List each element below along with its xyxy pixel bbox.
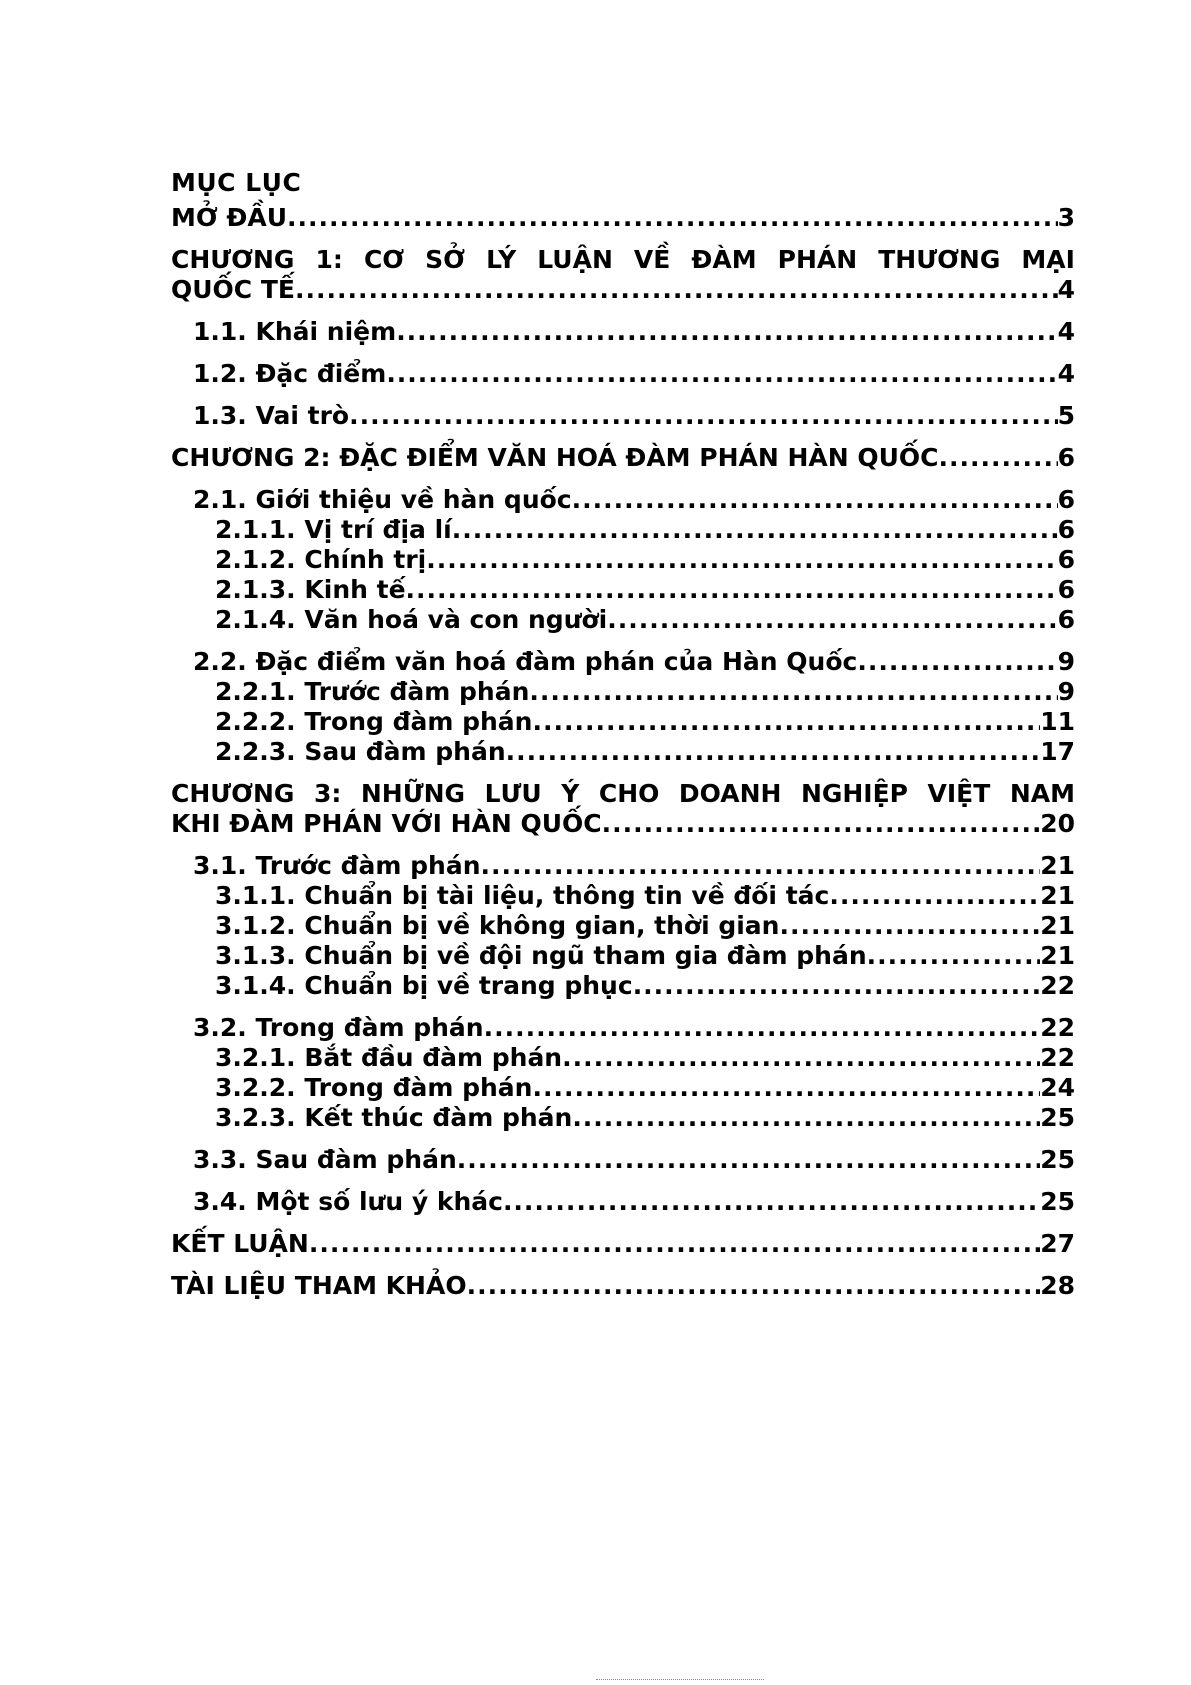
toc-entry-label: 2.2.1. Trước đàm phán: [215, 677, 530, 706]
toc-entry-label: CHƯƠNG 2: ĐẶC ĐIỂM VĂN HOÁ ĐÀM PHÁN HÀN QUỐC: [171, 443, 939, 472]
toc-leader-dots: [309, 1229, 1040, 1259]
toc-entry[interactable]: [171, 1043, 1075, 1073]
toc-entry[interactable]: [171, 545, 1075, 575]
toc-entry[interactable]: [171, 677, 1075, 707]
toc-word: NGHIỆP: [800, 779, 909, 808]
toc-entry[interactable]: [171, 1013, 1075, 1043]
toc-page-number: 11: [1040, 707, 1075, 736]
toc-page-number: 4: [1057, 317, 1075, 346]
toc-leader-dots: [484, 1013, 1041, 1043]
toc-leader-dots: [467, 1271, 1041, 1301]
toc-page-number: 6: [1057, 443, 1075, 472]
toc-entry-label: 3.1. Trước đàm phán: [193, 851, 481, 880]
toc-page-number: 24: [1040, 1073, 1075, 1102]
toc-entry[interactable]: [171, 851, 1075, 881]
toc-word: CHO: [598, 779, 660, 808]
toc-leader-dots: [939, 443, 1058, 473]
toc-word: LUẬN: [537, 245, 613, 274]
toc-page-number: 25: [1040, 1103, 1075, 1132]
toc-leader-dots: [829, 881, 1040, 911]
toc-entry-wrapped-line: [171, 779, 1075, 809]
toc-leader-dots: [406, 575, 1058, 605]
toc-page-number: 27: [1040, 1229, 1075, 1258]
toc-leader-dots: [503, 1187, 1040, 1217]
toc-word: DOANH: [678, 779, 782, 808]
toc-leader-dots: [295, 275, 1058, 305]
toc-entry-label: KẾT LUẬN: [171, 1229, 309, 1258]
toc-word: LÝ: [486, 245, 517, 274]
toc-word: SỞ: [425, 245, 466, 274]
toc-leader-dots: [532, 707, 1040, 737]
toc-entry-label: 2.2.2. Trong đàm phán: [215, 707, 533, 736]
toc-entry-label: 3.2.3. Kết thúc đàm phán: [215, 1103, 573, 1132]
toc-word: NAM: [1009, 779, 1075, 808]
toc-page-number: 6: [1057, 605, 1075, 634]
toc-entry-label: KHI ĐÀM PHÁN VỚI HÀN QUỐC: [171, 809, 602, 838]
toc-leader-dots: [452, 515, 1058, 545]
toc-page-number: 25: [1040, 1187, 1075, 1216]
toc-page-number: 9: [1057, 647, 1075, 676]
toc-word: CHƯƠNG: [171, 779, 295, 808]
toc-word: ĐÀM: [691, 245, 757, 274]
toc-entry[interactable]: [171, 1145, 1075, 1175]
toc-entry-label: 2.1. Giới thiệu về hàn quốc: [193, 485, 572, 514]
toc-leader-dots: [349, 401, 1058, 431]
toc-page-number: 4: [1057, 275, 1075, 304]
toc-entry-label: 2.1.4. Văn hoá và con người: [215, 605, 608, 634]
toc-word: VIỆT: [927, 779, 991, 808]
toc-entry[interactable]: [171, 1073, 1075, 1103]
toc-page-number: 21: [1040, 941, 1075, 970]
toc-entry[interactable]: [171, 401, 1075, 431]
toc-word: PHÁN: [777, 245, 858, 274]
toc-leader-dots: [602, 809, 1041, 839]
toc-leader-dots: [572, 1103, 1040, 1133]
toc-page-number: 22: [1040, 1013, 1075, 1042]
toc-leader-dots: [481, 851, 1041, 881]
toc-entry-label: 3.3. Sau đàm phán: [193, 1145, 457, 1174]
toc-page-number: 25: [1040, 1145, 1075, 1174]
toc-page-number: 21: [1040, 881, 1075, 910]
toc-entry[interactable]: [171, 911, 1075, 941]
toc-word: VỀ: [633, 245, 671, 274]
toc-entry[interactable]: [171, 485, 1075, 515]
toc-entry-label: 3.1.4. Chuẩn bị về trang phục: [215, 971, 633, 1000]
toc-leader-dots: [857, 647, 1057, 677]
toc-leader-dots: [396, 317, 1057, 347]
toc-entry[interactable]: [171, 737, 1075, 767]
toc-entry-wrapped-line: [171, 245, 1075, 275]
toc-entry[interactable]: [171, 941, 1075, 971]
toc-page-number: 6: [1057, 545, 1075, 574]
toc-page-number: 28: [1040, 1271, 1075, 1300]
toc-leader-dots: [562, 1043, 1040, 1073]
toc-entry[interactable]: [171, 881, 1075, 911]
toc-entry-label: 3.1.1. Chuẩn bị tài liệu, thông tin về đối tác: [215, 881, 830, 910]
toc-leader-dots: [867, 941, 1041, 971]
toc-word: MẠI: [1021, 245, 1075, 274]
toc-page-number: 20: [1040, 809, 1075, 838]
toc-entry[interactable]: [171, 443, 1075, 473]
toc-entry-label: QUỐC TẾ: [171, 275, 295, 304]
toc-word: NHỮNG: [360, 779, 466, 808]
toc-leader-dots: [386, 359, 1057, 389]
toc-entry[interactable]: [171, 515, 1075, 545]
toc-page-number: 9: [1057, 677, 1075, 706]
toc-leader-dots: [572, 485, 1058, 515]
toc-entry[interactable]: [171, 1229, 1075, 1259]
toc-leader-dots: [532, 1073, 1040, 1103]
toc-leader-dots: [607, 605, 1057, 635]
toc-title: MỤC LỤC: [171, 168, 302, 197]
toc-entry-chapter-1[interactable]: [171, 245, 1075, 305]
toc-page-number: 22: [1040, 1043, 1075, 1072]
toc-entry-label: 1.3. Vai trò: [193, 401, 350, 430]
toc-entry-label: 2.1.3. Kinh tế: [215, 575, 406, 604]
toc-entry[interactable]: [171, 1271, 1075, 1301]
footer-rule: [596, 1679, 764, 1680]
toc-entry-label: 2.2. Đặc điểm văn hoá đàm phán của Hàn Quốc: [193, 647, 858, 676]
toc-entry-label: 2.2.3. Sau đàm phán: [215, 737, 506, 766]
toc-entry-label: MỞ ĐẦU: [171, 203, 288, 232]
toc-leader-dots: [529, 677, 1057, 707]
toc-entry-label: 1.2. Đặc điểm: [193, 359, 387, 388]
toc-leader-dots: [426, 545, 1057, 575]
toc-leader-dots: [457, 1145, 1040, 1175]
toc-entry: [171, 809, 1075, 839]
toc-entry-label: 3.2. Trong đàm phán: [193, 1013, 484, 1042]
toc-entry-label: 3.1.2. Chuẩn bị về không gian, thời gian: [215, 911, 780, 940]
toc-entry[interactable]: [171, 605, 1075, 635]
toc-page-number: 21: [1040, 851, 1075, 880]
toc-word: 3:: [313, 779, 342, 808]
table-of-contents: [171, 163, 1075, 1301]
toc-entry-label: 3.2.1. Bắt đầu đàm phán: [215, 1043, 563, 1072]
toc-page-number: 22: [1040, 971, 1075, 1000]
toc-entry-label: 1.1. Khái niệm: [193, 317, 397, 346]
toc-entry[interactable]: [171, 359, 1075, 389]
toc-entry[interactable]: [171, 203, 1075, 233]
toc-leader-dots: [779, 911, 1040, 941]
toc-entry-label: 3.4. Một số lưu ý khác: [193, 1187, 503, 1216]
toc-page-number: 5: [1057, 401, 1075, 430]
toc-entry[interactable]: [171, 575, 1075, 605]
toc-entry-label: 3.1.3. Chuẩn bị về đội ngũ tham gia đàm phán: [215, 941, 867, 970]
toc-entry-label: 2.1.2. Chính trị: [215, 545, 427, 574]
toc-entry-label: 3.2.2. Trong đàm phán: [215, 1073, 533, 1102]
toc-entry[interactable]: [171, 317, 1075, 347]
toc-entry[interactable]: [171, 1187, 1075, 1217]
toc-word: LƯU: [484, 779, 542, 808]
toc-word: CƠ: [363, 245, 405, 274]
toc-word: CHƯƠNG: [171, 245, 295, 274]
toc-entry: [171, 275, 1075, 305]
toc-word: THƯƠNG: [878, 245, 1001, 274]
toc-word: 1:: [315, 245, 343, 274]
toc-entry[interactable]: [171, 971, 1075, 1001]
toc-entry-label: 2.1.1. Vị trí địa lí: [215, 515, 452, 544]
toc-leader-dots: [633, 971, 1041, 1001]
toc-leader-dots: [506, 737, 1041, 767]
toc-page-number: 4: [1057, 359, 1075, 388]
toc-entry-label: TÀI LIỆU THAM KHẢO: [171, 1271, 467, 1300]
toc-entry-chapter-3[interactable]: [171, 779, 1075, 839]
toc-page-number: 6: [1057, 485, 1075, 514]
toc-page-number: 3: [1057, 203, 1075, 232]
toc-entry[interactable]: [171, 647, 1075, 677]
toc-page-number: 17: [1040, 737, 1075, 766]
toc-leader-dots: [287, 203, 1058, 233]
toc-page-number: 6: [1057, 515, 1075, 544]
toc-page-number: 21: [1040, 911, 1075, 940]
toc-entry[interactable]: [171, 707, 1075, 737]
toc-word: Ý: [561, 779, 580, 808]
toc-page-number: 6: [1057, 575, 1075, 604]
toc-entry[interactable]: [171, 1103, 1075, 1133]
